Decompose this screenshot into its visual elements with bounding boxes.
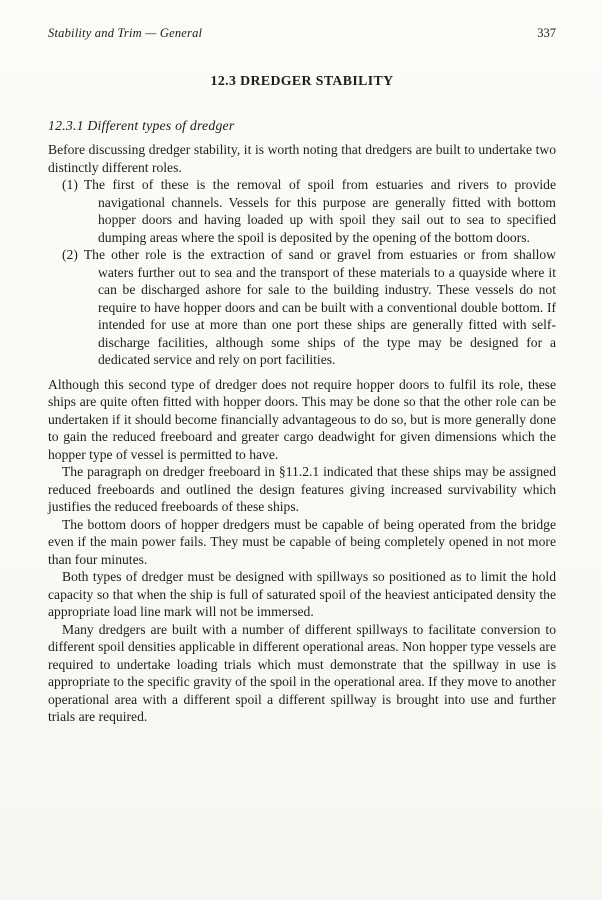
paragraph: The bottom doors of hopper dredgers must be capable of being operated from the bridge even if the main power fails. They must be capable of being completely opened in not more than four minutes. <box>48 516 556 567</box>
paragraph: The paragraph on dredger freeboard in §11.2.1 indicated that these ships may be assigned reduced freeboards and outlined the design features giving increased survivability which justifies the reduced freeboards of these ships. <box>48 464 556 514</box>
list-item-text: The other role is the extraction of sand or gravel from estuaries or from shallow waters further out to sea and the transport of these materials to a quayside where it can be discharged ashore for sale to the building industry. These vessels do not require to have hopper doors and can be built with a conventional double bottom. If intended for use at more than one port these ships are generally fitted with self-discharge facilities, although some ships of the type may be designed for a dedicated service and rely on port facilities. <box>83 247 556 367</box>
running-title: Stability and Trim — General <box>48 26 203 40</box>
page-number: 337 <box>537 26 556 40</box>
list-item-text: The first of these is the removal of spoil from estuaries and rivers to provide navigational channels. Vessels for this purpose are generally fitted with bottom hopper doors and having loaded up with spoil they sail out to sea to specified dumping areas where the spoil is deposited by the opening of the bottom doors. <box>83 177 556 245</box>
list-marker: (2) <box>62 247 78 262</box>
paragraph: Many dredgers are built with a number of different spillways to facilitate conversion to different spoil densities applicable in different operational areas. Non hopper type vessels are required to undertake loading trials which must demonstrate that the spillway in use is appropriate to the specific gravity of the spoil in the operational area. If they move to another operational area with a different spoil a different spillway is brought into use and further trials are required. <box>48 621 556 724</box>
list-item <box>48 246 556 369</box>
list-item <box>48 176 556 246</box>
section-heading: 12.3 DREDGER STABILITY <box>210 73 394 88</box>
list-marker: (1) <box>62 177 78 192</box>
running-header <box>48 26 556 41</box>
body-text <box>48 141 556 726</box>
numbered-list <box>48 176 556 369</box>
paragraph: Both types of dredger must be designed with spillways so positioned as to limit the hold capacity so that when the ship is full of saturated spoil of the heaviest anticipated density the appropriate load line mark will not be immersed. <box>48 569 556 619</box>
paragraph: Although this second type of dredger does not require hopper doors to fulfil its role, these ships are quite often fitted with hopper doors. This may be done so that the other role can be undertaken if it should become financially advantageous to do so, but is more generally done to gain the reduced freeboard and greater cargo deadwight for given dimensions which the hopper type of vessel is permitted to have. <box>48 376 556 462</box>
intro-paragraph: Before discussing dredger stability, it is worth noting that dredgers are built to undertake two distinctly different roles. <box>48 142 556 175</box>
subsection-heading: 12.3.1 Different types of dredger <box>48 118 235 133</box>
